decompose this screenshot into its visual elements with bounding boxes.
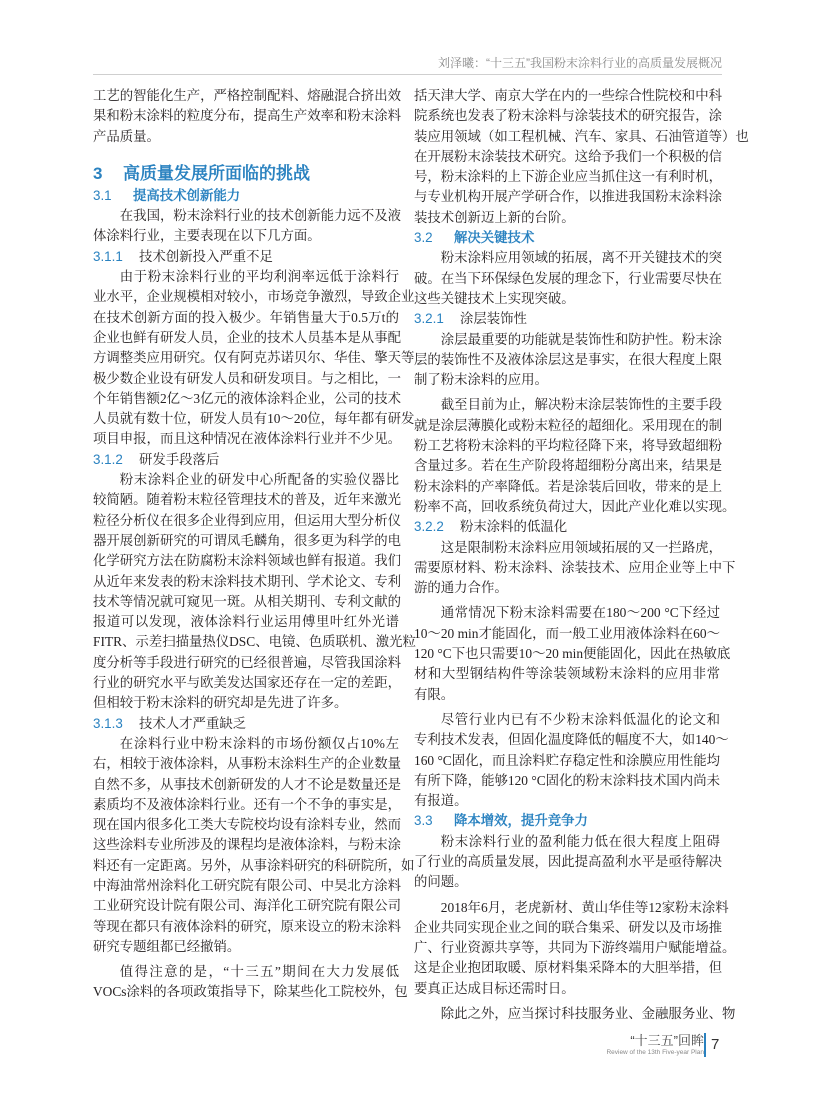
text-line: 行业的研究水平与欧美发达国家还存在一定的差距，: [93, 675, 401, 691]
text-line: 方调整类应用研究。仅有阿克苏诺贝尔、华佳、擎天等: [93, 350, 415, 366]
heading-text: 提高技术创新能力: [133, 187, 241, 203]
page-number: 7: [711, 1036, 720, 1053]
heading-text: 涂层装饰性: [460, 311, 527, 327]
text-line: 有限。: [414, 686, 455, 702]
subsubsection-heading: [93, 247, 399, 267]
text-line: 材和大型钢结构件等涂装领域粉末涂料的应用非常: [414, 666, 720, 682]
heading-text: 研发手段落后: [139, 451, 220, 467]
subsubsection-heading: [93, 714, 399, 734]
right-column: [414, 86, 749, 1024]
heading-number: 3.1: [93, 187, 112, 203]
text-line: 企业共同实现企业之间的联合集采、研发以及市场推: [414, 919, 722, 935]
paragraph: [414, 603, 731, 704]
heading-text: 高质量发展所面临的挑战: [123, 163, 310, 183]
text-line: 工艺的智能化生产，严格控制配料、熔融混合挤出效: [93, 88, 401, 103]
heading-text: 解决关键技术: [454, 230, 535, 246]
text-line: 中海油常州涂料化工研究院有限公司、中昊北方涂料: [93, 877, 401, 893]
text-line: 业水平，企业规模相对较小，市场竞争激烈，导致企业: [93, 289, 415, 305]
text-line: 在我国，粉末涂料行业的技术创新能力远不及液: [119, 208, 401, 224]
text-line: 2018年6月，老虎新材、黄山华佳等12家粉末涂料: [440, 899, 729, 915]
text-line: 器开展创新研究的可谓凤毛麟角，很多更为科学的电: [93, 532, 401, 548]
text-line: 通常情况下粉末涂料需要在180～200 °C下经过: [440, 605, 720, 621]
text-line: 极少数企业设有研发人员和研发项目。与之相比，一: [93, 370, 401, 386]
text-line: 度分析等手段进行研究的已经很普遍，尽管我国涂料: [93, 654, 401, 670]
text-line: 果和粉末涂料的粒度分布，提高生产效率和粉末涂料: [93, 108, 401, 124]
paragraph: [414, 832, 720, 893]
text-line: 破。在当下环保绿色发展的理念下，行业需要尽快在: [414, 270, 722, 286]
paragraph: [93, 470, 416, 714]
paragraph: [93, 267, 415, 450]
section-heading: [93, 162, 399, 186]
text-line: 技术等情况就可窥见一斑。从相关期刊、专利文献的: [93, 593, 401, 609]
text-line: 制了粉末涂料的应用。: [414, 372, 548, 388]
text-line: 项目申报，而且这种情况在液体涂料行业并不少见。: [93, 431, 401, 447]
subsection-heading: [414, 228, 720, 248]
text-line: 10～20 min才能固化，而一般工业用液体涂料在60～: [414, 625, 720, 641]
text-line: 较简陋。随着粉末粒径管理技术的普及，近年来激光: [93, 492, 401, 508]
text-line: 粉末涂料企业的研发中心所配备的实验仪器比: [119, 472, 399, 488]
text-line: 层的装饰性不及液体涂层这是事实，在很大程度上限: [414, 351, 722, 367]
text-line: 化学研究方法在防腐粉末涂料领域也鲜有报道。我们: [93, 553, 401, 569]
heading-number: 3.3: [414, 813, 433, 829]
paragraph: [93, 206, 399, 247]
paragraph: [93, 962, 408, 1003]
paragraph: [414, 330, 720, 391]
text-line: 企业也鲜有研发人员，企业的技术人员基本是从事配: [93, 329, 401, 345]
text-line: 装应用领域（如工程机械、汽车、家具、石油管道等）也: [414, 128, 749, 144]
paragraph: [93, 734, 415, 957]
text-line: 在涂料行业中粉末涂料的市场份额仅占10%左: [119, 735, 399, 751]
text-line: 粒径分析仪在很多企业得到应用，但运用大型分析仪: [93, 512, 401, 528]
text-line: 个年销售额2亿～3亿元的液体涂料企业，公司的技术: [93, 390, 401, 406]
paragraph: [414, 538, 736, 599]
text-line: 专利技术发表，但固化温度降低的幅度不大，如140～: [414, 732, 729, 748]
text-line: 装技术创新迈上新的台阶。: [414, 209, 575, 225]
heading-number: 3.2.2: [414, 519, 444, 535]
paragraph: [414, 898, 736, 999]
text-line: 现在国内很多化工类大专院校均设有涂料专业，然而: [93, 817, 401, 833]
heading-number: 3: [93, 163, 103, 183]
text-line: 体涂料行业，主要表现在以下几方面。: [93, 228, 321, 244]
text-line: 截至目前为止，解决粉末涂层装饰性的主要手段: [440, 397, 722, 413]
text-line: 这是企业抱团取暖、原材料集采降本的大胆举措，但: [414, 960, 722, 976]
text-line: 右，相较于液体涂料，从事粉末涂料生产的企业数量: [93, 756, 401, 772]
text-line: 有报道。: [414, 793, 468, 809]
text-line: 粉末涂料行业的盈利能力低在很大程度上阻碍: [440, 833, 720, 849]
heading-text: 粉末涂料的低温化: [460, 519, 568, 535]
heading-text: 技术人才严重缺乏: [139, 715, 247, 731]
paragraph: [414, 248, 720, 309]
left-column: [93, 86, 416, 1003]
paragraph: [414, 86, 749, 228]
text-line: 括天津大学、南京大学在内的一些综合性院校和中科: [414, 88, 722, 103]
text-line: 等现在都只有液体涂料的研究，原来设立的粉末涂料: [93, 918, 401, 934]
text-line: 素质均不及液体涂料行业。还有一个不争的事实是，: [93, 796, 401, 812]
text-line: 就是涂层薄膜化或粉末粒径的超细化。采用现在的制: [414, 417, 722, 433]
text-line: 与专业机构开展产学研合作，以推进我国粉末涂料涂: [414, 189, 722, 205]
text-line: VOCs涂料的各项政策指导下，除某些化工院校外，包: [93, 984, 408, 1000]
text-line: 工业研究设计院有限公司、海洋化工研究院有限公司: [93, 898, 401, 914]
text-line: 含量过多。若在生产阶段将超细粉分离出来，结果是: [414, 458, 722, 474]
text-line: 这些关键技术上实现突破。: [414, 290, 575, 306]
running-header: 刘泽曦：“十三五”我国粉末涂料行业的高质量发展概况: [438, 56, 722, 70]
subsubsection-heading: [93, 450, 399, 470]
text-line: 但相较于粉末涂料的研究却是先进了许多。: [93, 695, 348, 711]
text-line: 粉率不高，回收系统负荷过大，因此产业化难以实现。: [414, 498, 736, 514]
paragraph: [414, 395, 736, 517]
heading-number: 3.2.1: [414, 311, 444, 327]
paragraph: [414, 1004, 736, 1024]
text-line: FITR、示差扫描量热仪DSC、电镜、色质联机、激光粒: [93, 634, 416, 650]
text-line: 120 °C下也只需要10～20 min便能固化，因此在热敏底: [414, 646, 731, 662]
footer-section-label: [606, 1030, 704, 1056]
subsection-heading: [93, 186, 399, 206]
text-line: 涂层最重要的功能就是装饰性和防护性。粉末涂: [440, 331, 722, 347]
text-line: 自然不多，从事技术创新研发的人才不论是数量还是: [93, 776, 401, 792]
heading-text: 技术创新投入严重不足: [139, 248, 273, 264]
footer-title: “十三五”回眸: [630, 1033, 704, 1048]
paragraph: [93, 86, 399, 147]
text-line: 游的通力合作。: [414, 580, 508, 596]
text-line: 在技术创新方面的投入极少。年销售量大于0.5万t的: [93, 309, 399, 325]
text-line: 这是限制粉末涂料应用领域拓展的又一拦路虎，: [440, 539, 722, 555]
text-line: 除此之外，应当探讨科技服务业、金融服务业、物: [440, 1006, 736, 1022]
text-line: 号，粉末涂料的上下游企业应当抓住这一有利时机，: [414, 169, 722, 185]
text-line: 粉工艺将粉末涂料的平均粒径降下来，将导致超细粉: [414, 438, 722, 454]
paragraph: [414, 710, 729, 811]
text-line: 的问题。: [414, 874, 468, 890]
text-line: 人员就有数十位，研发人员有10～20位，每年都有研发: [93, 411, 415, 427]
text-line: 院系统也发表了粉末涂料与涂装技术的研究报告，涂: [414, 108, 722, 124]
text-line: 粉末涂料应用领域的拓展，离不开关键技术的突: [440, 250, 722, 266]
text-line: 由于粉末涂料行业的平均利润率远低于涂料行: [119, 269, 399, 285]
heading-number: 3.2: [414, 230, 433, 246]
subsubsection-heading: [414, 517, 720, 537]
footer-subtitle: Review of the 13th Five-year Plan: [606, 1049, 704, 1056]
heading-number: 3.1.3: [93, 715, 123, 731]
text-line: 了行业的高质量发展，因此提高盈利水平是亟待解决: [414, 853, 722, 869]
text-line: 从近年来发表的粉末涂料技术期刊、学术论文、专利: [93, 573, 401, 589]
text-line: 有所下降，能够120 °C固化的粉末涂料技术国内尚未: [414, 772, 720, 788]
text-line: 产品质量。: [93, 128, 160, 144]
heading-text: 降本增效，提升竞争力: [454, 813, 588, 829]
subsubsection-heading: [414, 309, 720, 329]
text-line: 要真正达成目标还需时日。: [414, 980, 575, 996]
footer-divider: [704, 1033, 706, 1057]
text-line: 值得注意的是，“十三五”期间在大力发展低: [119, 964, 399, 980]
header-divider: [93, 74, 722, 75]
text-line: 160 °C固化，而且涂料贮存稳定性和涂膜应用性能均: [414, 752, 720, 768]
text-line: 在开展粉末涂装技术研究。这给予我们一个积极的信: [414, 148, 722, 164]
heading-number: 3.1.1: [93, 248, 123, 264]
text-line: 这些涂料专业所涉及的课程均是液体涂料，与粉末涂: [93, 837, 401, 853]
heading-number: 3.1.2: [93, 451, 123, 467]
text-line: 尽管行业内已有不少粉末涂料低温化的论文和: [440, 711, 720, 727]
text-line: 粉末涂料的产率降低。若是涂装后回收，带来的是上: [414, 478, 722, 494]
text-line: 广、行业资源共享等，共同为下游终端用户赋能增益。: [414, 940, 736, 956]
text-line: 需要原材料、粉末涂料、涂装技术、应用企业等上中下: [414, 559, 736, 575]
text-line: 报道可以发现，液体涂料行业运用傅里叶红外光谱: [93, 614, 399, 630]
text-line: 研究专题组都已经撤销。: [93, 938, 241, 954]
text-line: 料还有一定距离。另外，从事涂料研究的科研院所，如: [93, 857, 415, 873]
subsection-heading: [414, 811, 720, 831]
